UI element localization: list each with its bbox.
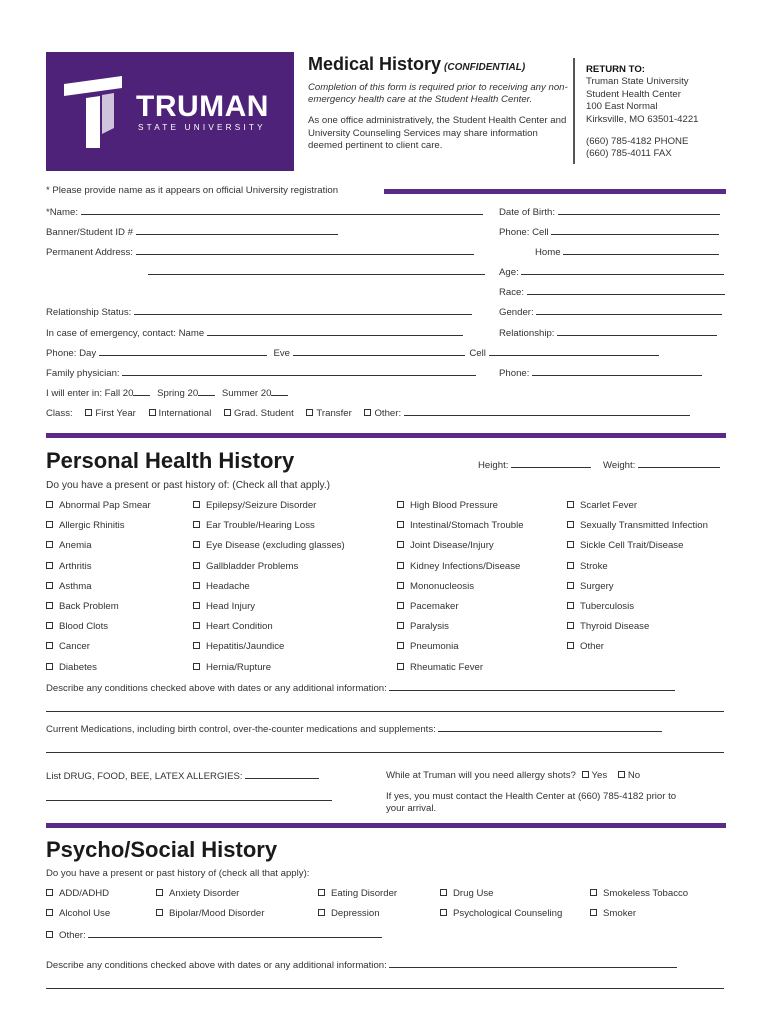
checkbox[interactable]: [46, 521, 53, 528]
checklist-item[interactable]: [193, 601, 255, 612]
psycho-describe-field[interactable]: [389, 959, 677, 968]
purple-divider: [46, 433, 726, 438]
checkbox-label: Pacemaker: [410, 601, 459, 612]
physician-field[interactable]: [122, 367, 476, 376]
checkbox[interactable]: [397, 541, 404, 548]
checklist-item[interactable]: [46, 581, 92, 592]
allergies-label: List DRUG, FOOD, BEE, LATEX ALLERGIES:: [46, 771, 243, 782]
allergies-field-2[interactable]: [46, 800, 332, 801]
checklist-item[interactable]: [567, 581, 614, 592]
checkbox-label: Stroke: [580, 560, 608, 572]
relationship-field[interactable]: [557, 327, 717, 336]
checklist-item[interactable]: [156, 888, 239, 899]
header-divider: [573, 58, 575, 164]
checkbox-label: Allergic Rhinitis: [59, 520, 125, 532]
checklist-item[interactable]: [397, 520, 524, 531]
describe-field[interactable]: [389, 682, 675, 691]
cell-label: Phone: Cell: [499, 227, 549, 238]
relationship-status-label: Relationship Status:: [46, 307, 132, 318]
allergies-field[interactable]: [245, 770, 319, 779]
checkbox[interactable]: [397, 602, 404, 609]
checkbox[interactable]: [567, 521, 574, 528]
personal-question: Do you have a present or past history of: (Check all that apply.): [46, 480, 331, 491]
home-phone-field[interactable]: [563, 246, 719, 255]
checkbox[interactable]: [46, 602, 53, 609]
return-phone: (660) 785-4182 PHONE: [586, 136, 689, 148]
checkbox[interactable]: [582, 771, 589, 778]
checkbox[interactable]: [397, 642, 404, 649]
emergency-name-field[interactable]: [207, 327, 463, 336]
checkbox[interactable]: [440, 909, 447, 916]
summer-label: Summer 20: [221, 388, 272, 399]
dob-field[interactable]: [558, 206, 720, 215]
spring-year-field[interactable]: [198, 387, 215, 396]
weight-label: Weight:: [603, 460, 636, 471]
phone-day-field[interactable]: [99, 347, 267, 356]
emergency-row: [46, 327, 463, 339]
checklist-item[interactable]: [397, 500, 498, 511]
psycho-question: Do you have a present or past history of (check all that apply):: [46, 868, 310, 879]
address-line-2: [148, 266, 485, 278]
checkbox[interactable]: [85, 409, 92, 416]
allergy-shots-question: While at Truman will you need allergy shots?: [386, 770, 576, 781]
checkbox[interactable]: [318, 889, 325, 896]
gender-field[interactable]: [536, 306, 722, 315]
personal-health-title: Personal Health History: [46, 448, 295, 473]
checkbox[interactable]: [46, 541, 53, 548]
checklist-item[interactable]: [156, 908, 264, 919]
checkbox-label: Eating Disorder: [331, 888, 398, 899]
checklist-item[interactable]: [590, 888, 688, 899]
checkbox[interactable]: [397, 582, 404, 589]
height-field[interactable]: [511, 459, 591, 468]
cell-field[interactable]: [551, 226, 719, 235]
checkbox-label: Scarlet Fever: [580, 500, 638, 511]
dob-row: [499, 206, 720, 218]
class-option: International: [158, 408, 212, 419]
checkbox-label: Other: [580, 641, 604, 653]
enter-label: I will enter in:: [46, 388, 102, 399]
checkbox-label: Head Injury: [206, 601, 256, 612]
gender-row: [499, 306, 722, 318]
checkbox-label: Mononucleosis: [410, 580, 474, 592]
form-title: Medical History: [308, 54, 442, 74]
medications-label: Current Medications, including birth control, over-the-counter medications and supplements:: [46, 724, 436, 735]
checkbox[interactable]: [440, 889, 447, 896]
checklist-item[interactable]: [193, 621, 273, 632]
checkbox-label: Back Problem: [59, 601, 119, 612]
checkbox-label: Depression: [331, 908, 380, 919]
checklist-item[interactable]: [440, 888, 494, 899]
race-label: Race:: [499, 287, 525, 298]
checkbox[interactable]: [46, 622, 53, 629]
psycho-describe-field-2[interactable]: [46, 988, 724, 989]
checklist-item[interactable]: [46, 662, 97, 673]
medications-row: [46, 723, 662, 735]
age-field[interactable]: [521, 266, 724, 275]
checklist-item[interactable]: [46, 520, 125, 531]
checklist-item[interactable]: [567, 641, 604, 652]
checkbox[interactable]: [193, 602, 200, 609]
return-heading: RETURN TO:: [586, 64, 645, 75]
phone-day-label: Phone: Day: [46, 348, 97, 359]
checkbox[interactable]: [618, 771, 625, 778]
checkbox-label: Smokeless Tobacco: [603, 888, 689, 899]
admin-note: As one office administratively, the Student Health Center and University Counseling Services may share information deemed pertinent to client care.: [308, 115, 567, 151]
height-label: Height:: [478, 460, 509, 471]
checkbox-label: Cancer: [59, 641, 90, 653]
summer-year-field[interactable]: [271, 387, 288, 396]
medications-field-2[interactable]: [46, 752, 724, 753]
checkbox-label: Smoker: [603, 908, 637, 919]
checkbox-label: Bipolar/Mood Disorder: [169, 908, 265, 919]
logo-wordmark: TRUMAN: [136, 90, 269, 123]
checklist-item[interactable]: [193, 500, 316, 511]
address-field-2[interactable]: [148, 266, 485, 275]
relationship-status-row: [46, 306, 472, 318]
checkbox[interactable]: [149, 409, 156, 416]
checkbox[interactable]: [193, 501, 200, 508]
checklist-item[interactable]: [193, 561, 298, 572]
fall-label: Fall 20: [104, 388, 134, 399]
checkbox[interactable]: [590, 889, 597, 896]
checkbox[interactable]: [193, 663, 200, 670]
address-label: Permanent Address:: [46, 247, 133, 258]
checkbox[interactable]: [46, 501, 53, 508]
eve-label: Eve: [273, 348, 291, 359]
checklist-item[interactable]: [567, 500, 637, 511]
psycho-other-field[interactable]: [88, 929, 382, 938]
checkbox-label: ADD/ADHD: [59, 888, 110, 899]
psycho-describe-label: Describe any conditions checked above with dates or any additional information:: [46, 960, 387, 971]
checkbox[interactable]: [46, 582, 53, 589]
race-row: [499, 286, 725, 298]
checkbox-label: Hepatitis/Jaundice: [206, 641, 285, 653]
return-line: Kirksville, MO 63501-4221: [586, 113, 699, 125]
checkbox-label: Sickle Cell Trait/Disease: [580, 540, 684, 552]
checkbox[interactable]: [193, 541, 200, 548]
race-field[interactable]: [527, 286, 725, 295]
checkbox-label: Ear Trouble/Hearing Loss: [206, 520, 315, 532]
form-header: [308, 54, 570, 152]
name-row: [46, 206, 483, 218]
checkbox[interactable]: [193, 642, 200, 649]
return-line: 100 East Normal: [586, 101, 658, 113]
return-fax: (660) 785-4011 FAX: [586, 148, 672, 160]
class-option: Grad. Student: [234, 408, 294, 419]
no-label: No: [627, 770, 641, 781]
gender-label: Gender:: [499, 307, 534, 318]
checkbox-label: Diabetes: [59, 661, 97, 673]
checklist-item[interactable]: [397, 621, 449, 632]
name-field[interactable]: [81, 206, 483, 215]
psycho-other-label: Other:: [59, 930, 86, 941]
checkbox[interactable]: [567, 582, 574, 589]
checkbox[interactable]: [156, 889, 163, 896]
age-row: [499, 266, 724, 278]
checklist-item[interactable]: [46, 601, 119, 612]
checkbox-label: Psychological Counseling: [453, 908, 563, 919]
checkbox-label: Intestinal/Stomach Trouble: [410, 520, 524, 532]
physician-row: [46, 367, 476, 379]
checkbox-label: Epilepsy/Seizure Disorder: [206, 500, 317, 511]
psycho-social-title: Psycho/Social History: [46, 837, 278, 862]
checkbox[interactable]: [397, 663, 404, 670]
name-label: *Name:: [46, 207, 78, 218]
checkbox[interactable]: [224, 409, 231, 416]
checkbox[interactable]: [193, 582, 200, 589]
physician-phone-row: [499, 367, 702, 379]
checkbox[interactable]: [46, 663, 53, 670]
checkbox-label: Sexually Transmitted Infection: [580, 520, 708, 532]
banner-label: Banner/Student ID #: [46, 227, 133, 238]
checklist-item[interactable]: [193, 581, 250, 592]
checkbox-label: Drug Use: [453, 888, 494, 899]
describe-field-2[interactable]: [46, 711, 724, 712]
height-row: [478, 459, 591, 471]
relationship-label: Relationship:: [499, 328, 555, 339]
class-option: Other:: [374, 408, 402, 419]
checkbox-label: Anxiety Disorder: [169, 888, 240, 899]
checkbox[interactable]: [567, 501, 574, 508]
checkbox-label: Anemia: [59, 540, 92, 552]
checkbox[interactable]: [46, 931, 53, 938]
checkbox-label: Asthma: [59, 580, 92, 592]
checklist-item[interactable]: [567, 561, 608, 572]
logo-subtitle: STATE UNIVERSITY: [138, 123, 266, 132]
relationship-row: [499, 327, 717, 339]
address-row: [46, 246, 474, 258]
class-row: [46, 407, 690, 419]
checklist-item[interactable]: [46, 888, 109, 899]
checkbox-label: Blood Clots: [59, 621, 109, 633]
psycho-other-row: [46, 929, 382, 941]
home-label: Home: [535, 247, 561, 258]
checklist-item[interactable]: [567, 601, 634, 612]
checklist-item[interactable]: [397, 662, 483, 673]
checklist-item[interactable]: [397, 561, 520, 572]
checkbox[interactable]: [397, 521, 404, 528]
checkbox[interactable]: [306, 409, 313, 416]
phone-eve-field[interactable]: [293, 347, 465, 356]
return-address: [586, 64, 699, 161]
checklist-item[interactable]: [397, 641, 459, 652]
checklist-item[interactable]: [46, 540, 92, 551]
checkbox-label: Pneumonia: [410, 641, 459, 653]
dob-label: Date of Birth:: [499, 207, 555, 218]
checkbox[interactable]: [193, 521, 200, 528]
emergency-label: In case of emergency, contact: Name: [46, 328, 205, 339]
yes-label: Yes: [591, 770, 608, 781]
class-option: Transfer: [316, 408, 352, 419]
checklist-item[interactable]: [46, 500, 151, 511]
checklist-item[interactable]: [193, 662, 271, 673]
phone-row: [46, 347, 659, 359]
banner-row: [46, 226, 338, 238]
physician-phone-field[interactable]: [532, 367, 702, 376]
checkbox-label: High Blood Pressure: [410, 500, 498, 511]
checkbox[interactable]: [193, 562, 200, 569]
checkbox-label: Arthritis: [59, 560, 92, 572]
checkbox-label: Kidney Infections/Disease: [410, 560, 521, 572]
describe-row: [46, 682, 675, 694]
return-line: Truman State University: [586, 76, 689, 88]
medications-field[interactable]: [438, 723, 662, 732]
checkbox[interactable]: [567, 642, 574, 649]
spring-label: Spring 20: [157, 388, 199, 399]
checkbox[interactable]: [46, 562, 53, 569]
checkbox[interactable]: [364, 409, 371, 416]
checklist-item[interactable]: [318, 908, 380, 919]
checklist-item[interactable]: [193, 520, 315, 531]
checkbox[interactable]: [46, 642, 53, 649]
checkbox-label: Hernia/Rupture: [206, 661, 272, 673]
fall-year-field[interactable]: [133, 387, 150, 396]
class-label: Class:: [46, 408, 73, 419]
class-other-field[interactable]: [404, 407, 690, 416]
checkbox[interactable]: [567, 562, 574, 569]
allergy-note: If yes, you must contact the Health Center at (660) 785-4182 prior to your arrival.: [386, 791, 677, 814]
checklist-item[interactable]: [46, 641, 90, 652]
allergies-row: [46, 770, 319, 782]
address-field[interactable]: [136, 246, 474, 255]
checklist-item[interactable]: [318, 888, 397, 899]
banner-field[interactable]: [136, 226, 338, 235]
checklist-item[interactable]: [397, 601, 459, 612]
registration-note: * Please provide name as it appears on official University registration: [46, 185, 339, 196]
checkbox-label: Heart Condition: [206, 621, 273, 633]
describe-label: Describe any conditions checked above with dates or any additional information:: [46, 683, 387, 694]
truman-logo: [46, 52, 294, 171]
purple-divider: [384, 189, 726, 194]
home-row: [535, 246, 719, 258]
checklist-item[interactable]: [397, 540, 494, 551]
checklist-item[interactable]: [46, 908, 110, 919]
checkbox[interactable]: [567, 602, 574, 609]
checkbox-label: Thyroid Disease: [580, 621, 650, 633]
return-line: Student Health Center: [586, 88, 681, 100]
checklist-item[interactable]: [440, 908, 562, 919]
checklist-item[interactable]: [590, 908, 636, 919]
checkbox-label: Rheumatic Fever: [410, 661, 484, 673]
physician-phone-label: Phone:: [499, 368, 530, 379]
checklist-item[interactable]: [193, 540, 345, 551]
checkbox[interactable]: [156, 909, 163, 916]
checkbox-label: Eye Disease (excluding glasses): [206, 540, 345, 552]
phone-cell-field[interactable]: [489, 347, 659, 356]
checkbox[interactable]: [318, 909, 325, 916]
weight-field[interactable]: [638, 459, 720, 468]
checkbox-label: Gallbladder Problems: [206, 560, 299, 572]
truman-t-icon: [64, 76, 126, 148]
checklist-item[interactable]: [46, 561, 92, 572]
checkbox[interactable]: [46, 889, 53, 896]
checkbox-label: Abnormal Pap Smear: [59, 500, 151, 511]
checklist-item[interactable]: [193, 641, 284, 652]
physician-label: Family physician:: [46, 368, 120, 379]
phone-cell-label: Cell: [469, 348, 486, 359]
checklist-item[interactable]: [567, 520, 708, 531]
class-option: First Year: [95, 408, 136, 419]
checkbox[interactable]: [193, 622, 200, 629]
checkbox[interactable]: [46, 909, 53, 916]
checklist-item[interactable]: [567, 540, 683, 551]
psycho-describe-row: [46, 959, 677, 971]
cell-row: [499, 226, 719, 238]
intro-text: Completion of this form is required prior to receiving any non-emergency health care at the Student Health Center.: [308, 82, 568, 106]
checkbox-label: Headache: [206, 580, 250, 592]
checkbox-label: Alcohol Use: [59, 908, 111, 919]
checkbox[interactable]: [590, 909, 597, 916]
checklist-item[interactable]: [46, 621, 108, 632]
weight-row: [603, 459, 720, 471]
enter-row: [46, 387, 288, 399]
relationship-status-field[interactable]: [134, 306, 472, 315]
checkbox-label: Joint Disease/Injury: [410, 540, 494, 552]
checkbox[interactable]: [397, 501, 404, 508]
checkbox[interactable]: [397, 562, 404, 569]
checkbox[interactable]: [567, 541, 574, 548]
checklist-item[interactable]: [567, 621, 649, 632]
checkbox[interactable]: [397, 622, 404, 629]
confidential-label: (CONFIDENTIAL): [444, 62, 526, 73]
checkbox-label: Tuberculosis: [580, 601, 635, 612]
checkbox[interactable]: [567, 622, 574, 629]
checklist-item[interactable]: [397, 581, 474, 592]
age-label: Age:: [499, 267, 519, 278]
checkbox-label: Paralysis: [410, 621, 449, 633]
purple-divider: [46, 823, 726, 828]
checkbox-label: Surgery: [580, 580, 614, 592]
allergy-shots-row: [386, 770, 640, 781]
